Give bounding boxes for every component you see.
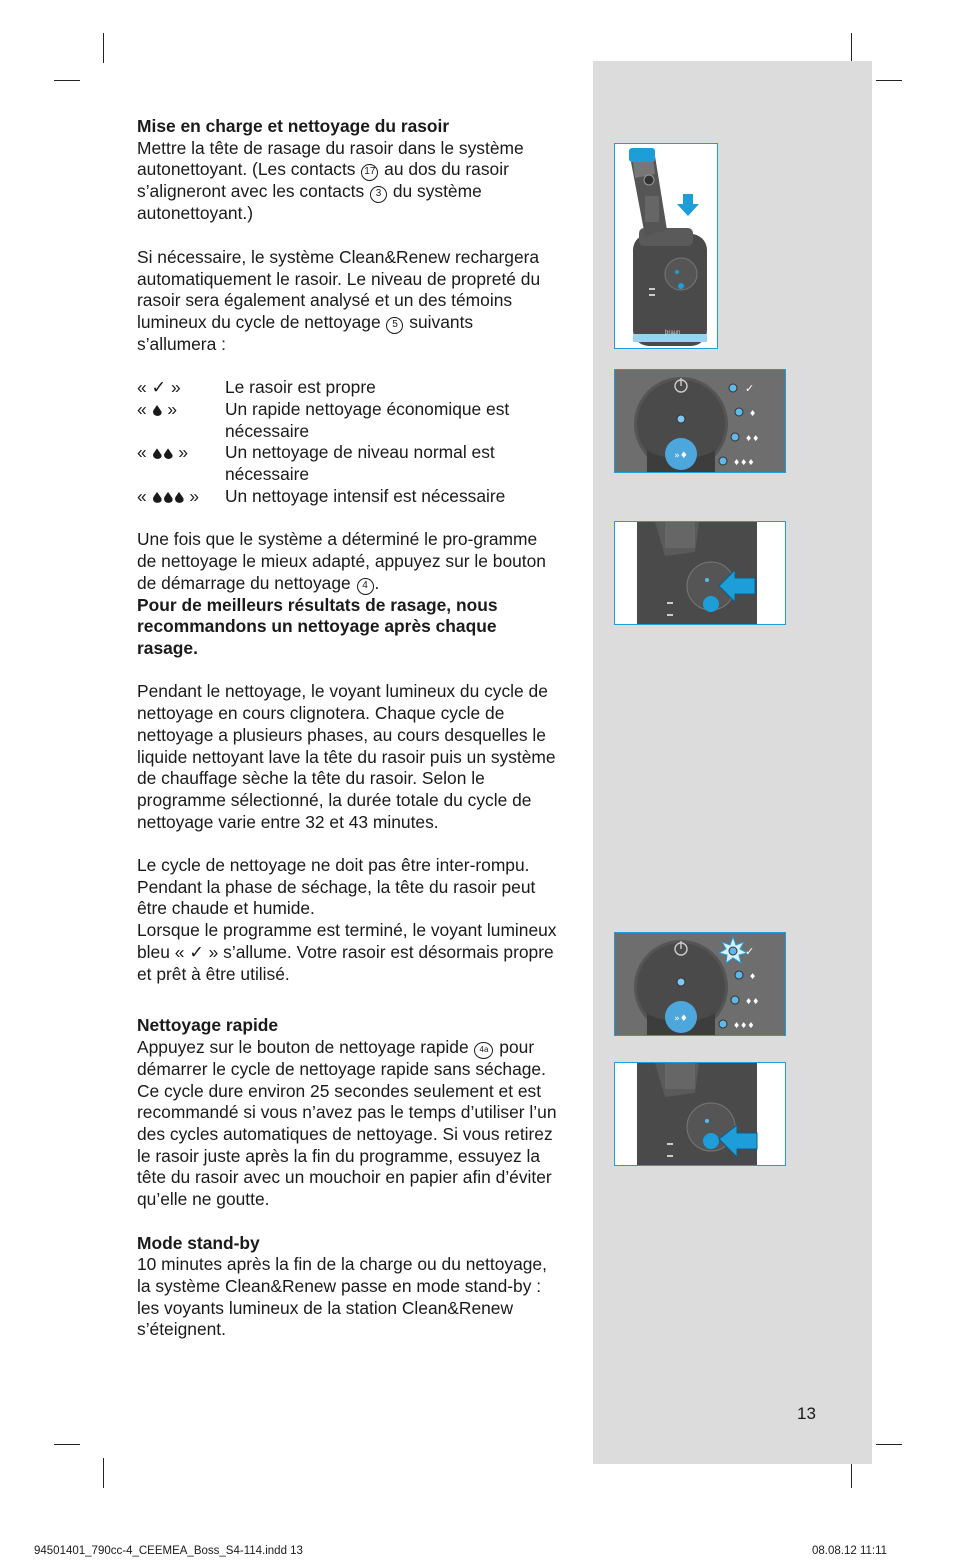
ref-number-circle: 4a <box>474 1042 493 1059</box>
svg-text:♦♦: ♦♦ <box>745 997 760 1006</box>
svg-text:✓: ✓ <box>745 945 755 958</box>
bold-recommendation: Pour de meilleurs résultats de rasage, nous recommandons un nettoyage après chaque rasage. <box>137 594 498 659</box>
quote-mark: » <box>189 485 200 506</box>
page-number: 13 <box>797 1404 816 1423</box>
drop-icon <box>164 448 173 459</box>
svg-text:♦♦♦: ♦♦♦ <box>733 1021 755 1030</box>
indicator-symbol <box>137 442 225 485</box>
indicator-row-clean <box>137 377 557 399</box>
text-span: Appuyez sur le bouton de nettoyage rapide <box>137 1036 474 1057</box>
paragraph-insert-shaver <box>137 138 557 225</box>
quote-mark: « <box>137 442 147 463</box>
text-span: Lorsque le programme est terminé, le voyant lumineux bleu « <box>137 920 557 962</box>
indicator-description: Un nettoyage de niveau normal est nécessaire <box>225 442 495 485</box>
drop-icon <box>153 448 162 459</box>
section-title-standby: Mode stand-by <box>137 1232 260 1253</box>
text-span: Mettre la tête de rasage du rasoir dans le système autonettoyant. (Les contacts <box>137 137 524 180</box>
indicator-row-normal <box>137 442 557 485</box>
text-span: au dos du rasoir s’aligneront avec les contacts <box>137 159 509 202</box>
indicator-description: Un nettoyage intensif est nécessaire <box>225 485 506 506</box>
brand-logo: braun <box>665 330 681 336</box>
paragraph-cleaning-phases: Pendant le nettoyage, le voyant lumineux du cycle de nettoyage en cours clignotera. Chaque cycle de nettoyage a plusieurs phases, au cours desquelles le liquide nettoyant lave la tête du rasoir puis un système de chauffage sèche la tête du rasoir. Selon le programme sélectionné, la durée totale du cycle de nettoyage varie entre 32 et 43 minutes. <box>137 681 556 832</box>
crop-mark <box>876 1444 902 1445</box>
crop-mark <box>54 80 80 81</box>
text-span: . <box>374 572 380 593</box>
paragraph-quick-clean <box>137 1037 557 1211</box>
svg-text:♦♦♦: ♦♦♦ <box>733 458 755 467</box>
text-span: pour démarrer le cycle de nettoyage rapide sans séchage. Ce cycle dure environ 25 secondes seulement et est recommandé si vous n’avez pas le temps d’utiliser l’un des cycles automatiques de nettoyage. Si vous retirez le rasoir juste après la fin du programme, essuyez la tête du rasoir avec un mouchoir en papier afin d’éviter qu’elle ne goutte. <box>137 1036 557 1210</box>
svg-text:»♦: »♦ <box>674 451 688 461</box>
crop-mark <box>54 1444 80 1445</box>
text-span: Une fois que le système a déterminé le pro-gramme de nettoyage le mieux adapté, appuyez sur le bouton de démarrage du nettoyage <box>137 529 546 593</box>
svg-text:»♦: »♦ <box>674 1014 688 1024</box>
section-title-charging: Mise en charge et nettoyage du rasoir <box>137 116 450 136</box>
indicator-row-economy <box>137 399 557 442</box>
svg-text:♦: ♦ <box>749 409 757 418</box>
paragraph-do-not-interrupt: Le cycle de nettoyage ne doit pas être inter-rompu. Pendant la phase de séchage, la tête du rasoir peut être chaude et humide. <box>137 855 536 919</box>
drop-icon <box>175 492 184 503</box>
panel-check-lit-illustration <box>615 933 785 1035</box>
figure-control-panel <box>614 369 786 473</box>
svg-text:♦: ♦ <box>749 972 757 981</box>
text-span: Si nécessaire, le système Clean&Renew rechargera automatiquement le rasoir. Le niveau de propreté du rasoir sera également analysé et un des témoins lumineux du cycle de nettoyage <box>137 246 541 332</box>
start-button-illustration <box>615 522 785 624</box>
ref-number-circle: 17 <box>361 164 378 181</box>
ref-number-circle: 3 <box>370 186 387 203</box>
indicator-symbol <box>137 399 225 442</box>
section-title-quick-clean: Nettoyage rapide <box>137 1015 279 1036</box>
ref-number-circle: 5 <box>386 317 403 334</box>
drop-icon <box>153 405 162 416</box>
indicator-description: Le rasoir est propre <box>225 377 376 398</box>
quote-mark: » <box>170 377 181 398</box>
check-icon: ✓ <box>151 377 167 398</box>
figure-start-button <box>614 521 786 625</box>
quote-mark: « <box>137 377 147 398</box>
drop-icon <box>164 492 173 503</box>
svg-text:✓: ✓ <box>745 382 755 395</box>
ref-number-circle: 4 <box>357 578 374 595</box>
figure-quick-clean-button <box>614 1062 786 1166</box>
quick-clean-illustration <box>615 1063 785 1165</box>
crop-mark <box>103 1458 104 1488</box>
quote-mark: « <box>137 399 147 419</box>
quote-mark: » <box>178 442 189 463</box>
paragraph-start-cleaning <box>137 529 557 594</box>
text-span: » s’allume. Votre rasoir est désormais propre et prêt à être utilisé. <box>137 941 554 984</box>
crop-mark <box>876 80 902 81</box>
svg-text:♦♦: ♦♦ <box>745 434 760 443</box>
paragraph-standby: 10 minutes après la fin de la charge ou du nettoyage, la système Clean&Renew passe en mode stand-by : les voyants lumineux de la station Clean&Renew s’éteignent. <box>137 1254 547 1340</box>
drop-icon <box>153 492 162 503</box>
indicator-row-intensive <box>137 486 557 508</box>
figure-panel-check-lit <box>614 932 786 1036</box>
crop-mark <box>103 33 104 63</box>
figure-shaver-insertion <box>614 143 718 349</box>
indicator-symbol <box>137 486 225 508</box>
quote-mark: » <box>167 399 178 419</box>
main-text-column <box>137 116 557 1341</box>
text-span: suivants s’allumera : <box>137 311 474 354</box>
paragraph-auto-charge <box>137 247 557 356</box>
control-panel-illustration <box>615 370 785 472</box>
text-span: du système autonettoyant.) <box>137 181 482 224</box>
quote-mark: « <box>137 485 147 506</box>
paragraph-program-finished <box>137 920 557 985</box>
indicator-description: Un rapide nettoyage économique est nécessaire <box>225 399 510 441</box>
check-icon: ✓ <box>189 941 204 962</box>
footer-timestamp: 08.08.12 11:11 <box>812 1545 888 1557</box>
shaver-station-illustration <box>615 144 717 348</box>
crop-mark <box>851 33 852 63</box>
footer-filename: 94501401_790cc-4_CEEMEA_Boss_S4-114.indd 13 <box>34 1545 303 1557</box>
indicator-symbol <box>137 377 225 399</box>
